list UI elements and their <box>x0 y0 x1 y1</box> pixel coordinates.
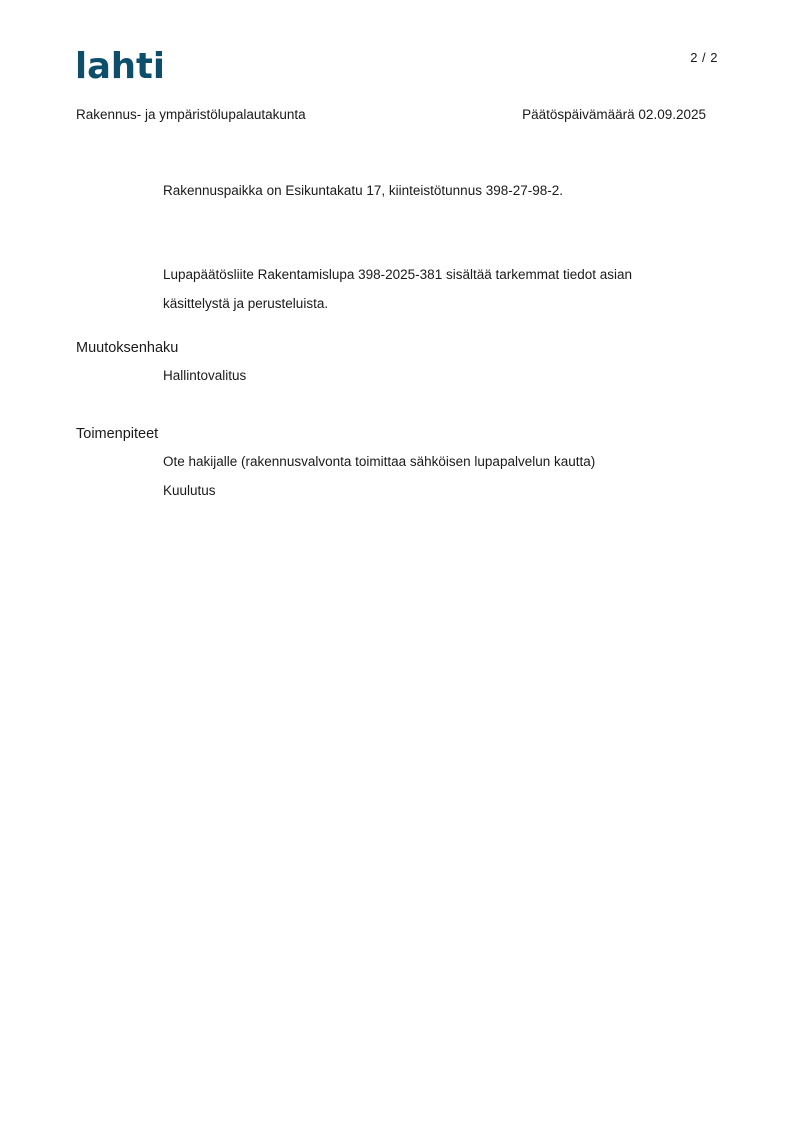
page-number: 2 / 2 <box>690 50 718 65</box>
decision-date: Päätöspäivämäärä 02.09.2025 <box>522 107 706 122</box>
actions-item-1: Ote hakijalle (rakennusvalvonta toimittaa sähköisen lupapalvelun kautta) <box>163 454 596 469</box>
actions-list <box>163 447 723 505</box>
actions-heading: Toimenpiteet <box>76 426 159 442</box>
location-paragraph: Rakennuspaikka on Esikuntakatu 17, kiinteistötunnus 398-27-98-2. <box>163 183 564 198</box>
appeal-heading: Muutoksenhaku <box>76 340 179 356</box>
committee-name: Rakennus- ja ympäristölupalautakunta <box>76 107 306 122</box>
lahti-logo <box>75 46 167 82</box>
attachment-line-1: Lupapäätösliite Rakentamislupa 398-2025-381 sisältää tarkemmat tiedot asian <box>163 267 633 282</box>
svg-text:lahti: lahti <box>75 46 165 82</box>
attachment-paragraph <box>163 260 723 318</box>
attachment-line-2: käsittelystä ja perusteluista. <box>163 296 329 311</box>
appeal-value: Hallintovalitus <box>163 368 247 383</box>
actions-item-2: Kuulutus <box>163 483 216 498</box>
